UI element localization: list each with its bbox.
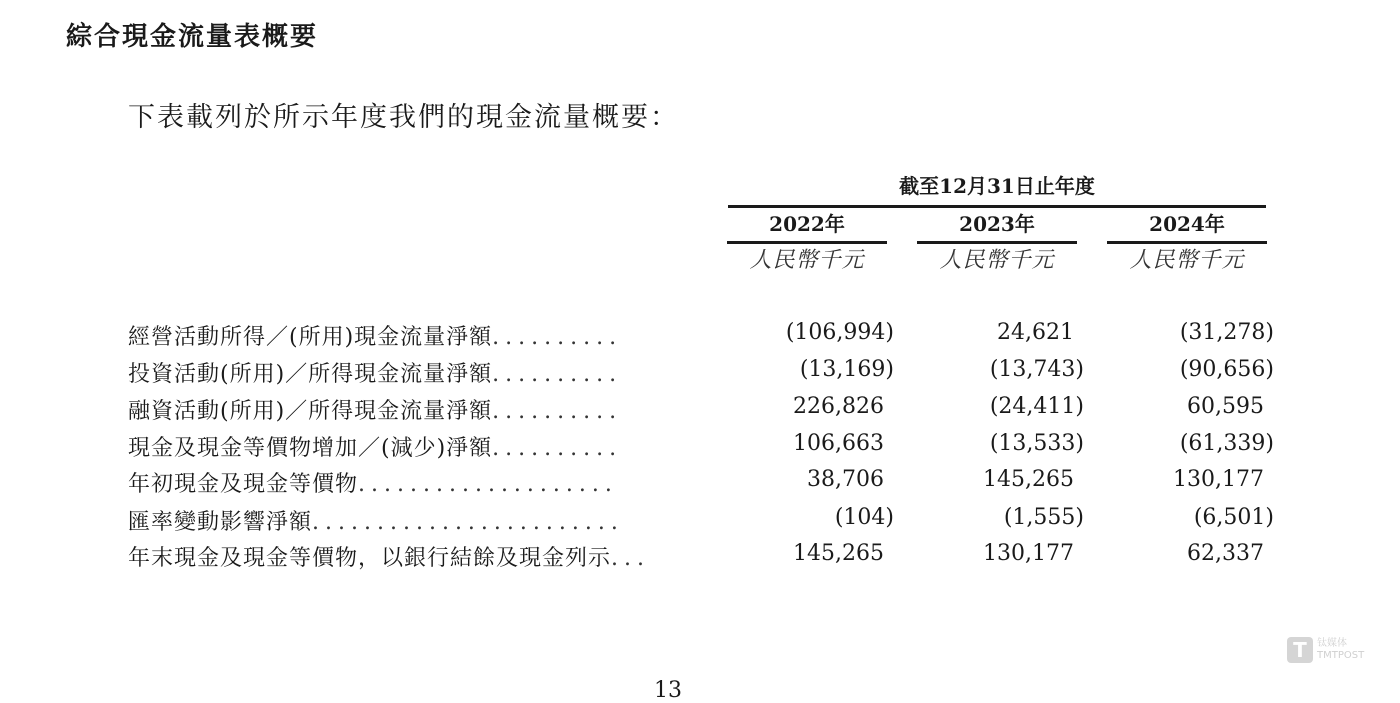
row-label — [128, 357, 694, 388]
page-number: 13 — [654, 678, 682, 703]
table-row — [0, 541, 1400, 577]
value-2024: (31,278) — [1179, 320, 1274, 345]
row-label — [128, 431, 694, 462]
year-header-2024: 2024年 — [1107, 208, 1267, 244]
unit-label-2023: 人民幣千元 — [939, 248, 1055, 273]
value-2023: 24,621 — [997, 320, 1074, 345]
year-header-2023: 2023年 — [917, 208, 1077, 244]
table-row — [0, 357, 1400, 393]
table-row — [0, 431, 1400, 467]
value-2023: (1,555) — [1003, 505, 1084, 530]
unit-label-2022: 人民幣千元 — [749, 248, 865, 273]
watermark-line-2: TMTPOST — [1317, 650, 1365, 661]
row-label-text: 年初現金及現金等價物 — [128, 472, 359, 497]
row-label — [128, 505, 694, 536]
value-2022: 145,265 — [793, 541, 884, 566]
unit-label-2024: 人民幣千元 — [1129, 248, 1245, 273]
row-label-text: 經營活動所得／(所用)現金流量淨額 — [128, 325, 493, 350]
row-label — [128, 320, 694, 351]
value-2024: (6,501) — [1193, 505, 1274, 530]
leader-dots: .................... — [358, 472, 618, 497]
watermark-logo-icon: T — [1287, 637, 1313, 663]
value-2022: 106,663 — [793, 431, 884, 456]
value-2023: (24,411) — [989, 394, 1084, 419]
value-2023: (13,533) — [989, 431, 1084, 456]
value-2024: (61,339) — [1179, 431, 1274, 456]
value-2023: 145,265 — [983, 467, 1074, 492]
row-label-text: 現金及現金等價物增加／(減少)淨額 — [128, 436, 493, 461]
row-label — [128, 394, 694, 425]
value-2023: (13,743) — [989, 357, 1084, 382]
row-label-text: 投資活動(所用)／所得現金流量淨額 — [128, 362, 493, 387]
row-label-text: 匯率變動影響淨額 — [128, 510, 313, 535]
row-label — [128, 467, 694, 498]
year-header-2022: 2022年 — [727, 208, 887, 244]
watermark-text — [1317, 638, 1364, 662]
value-2022: (13,169) — [799, 357, 894, 382]
value-2023: 130,177 — [983, 541, 1074, 566]
leader-dots: .......... — [492, 436, 623, 461]
value-2022: (106,994) — [785, 320, 894, 345]
value-2024: 130,177 — [1173, 467, 1264, 492]
row-label-text: 年末現金及現金等價物，以銀行結餘及現金列示 — [128, 546, 612, 571]
table-row — [0, 467, 1400, 503]
table-row — [0, 320, 1400, 356]
row-label-text: 融資活動(所用)／所得現金流量淨額 — [128, 399, 493, 424]
leader-dots: .......... — [492, 325, 623, 350]
leader-dots: ... — [611, 546, 650, 571]
value-2024: (90,656) — [1179, 357, 1274, 382]
row-label — [128, 541, 694, 572]
table-row — [0, 394, 1400, 430]
watermark-line-1: 钛媒体 — [1317, 638, 1347, 649]
leader-dots: .......... — [492, 362, 623, 387]
value-2024: 60,595 — [1187, 394, 1264, 419]
value-2022: (104) — [834, 505, 894, 530]
value-2022: 38,706 — [807, 467, 884, 492]
period-header: 截至12月31日止年度 — [728, 170, 1266, 208]
section-title: 綜合現金流量表概要 — [66, 22, 319, 52]
intro-sentence: 下表載列於所示年度我們的現金流量概要： — [128, 102, 679, 133]
publisher-watermark — [1287, 637, 1365, 665]
leader-dots: .......... — [492, 399, 623, 424]
value-2024: 62,337 — [1187, 541, 1264, 566]
table-row — [0, 505, 1400, 541]
value-2022: 226,826 — [793, 394, 884, 419]
leader-dots: ........................ — [312, 510, 624, 535]
